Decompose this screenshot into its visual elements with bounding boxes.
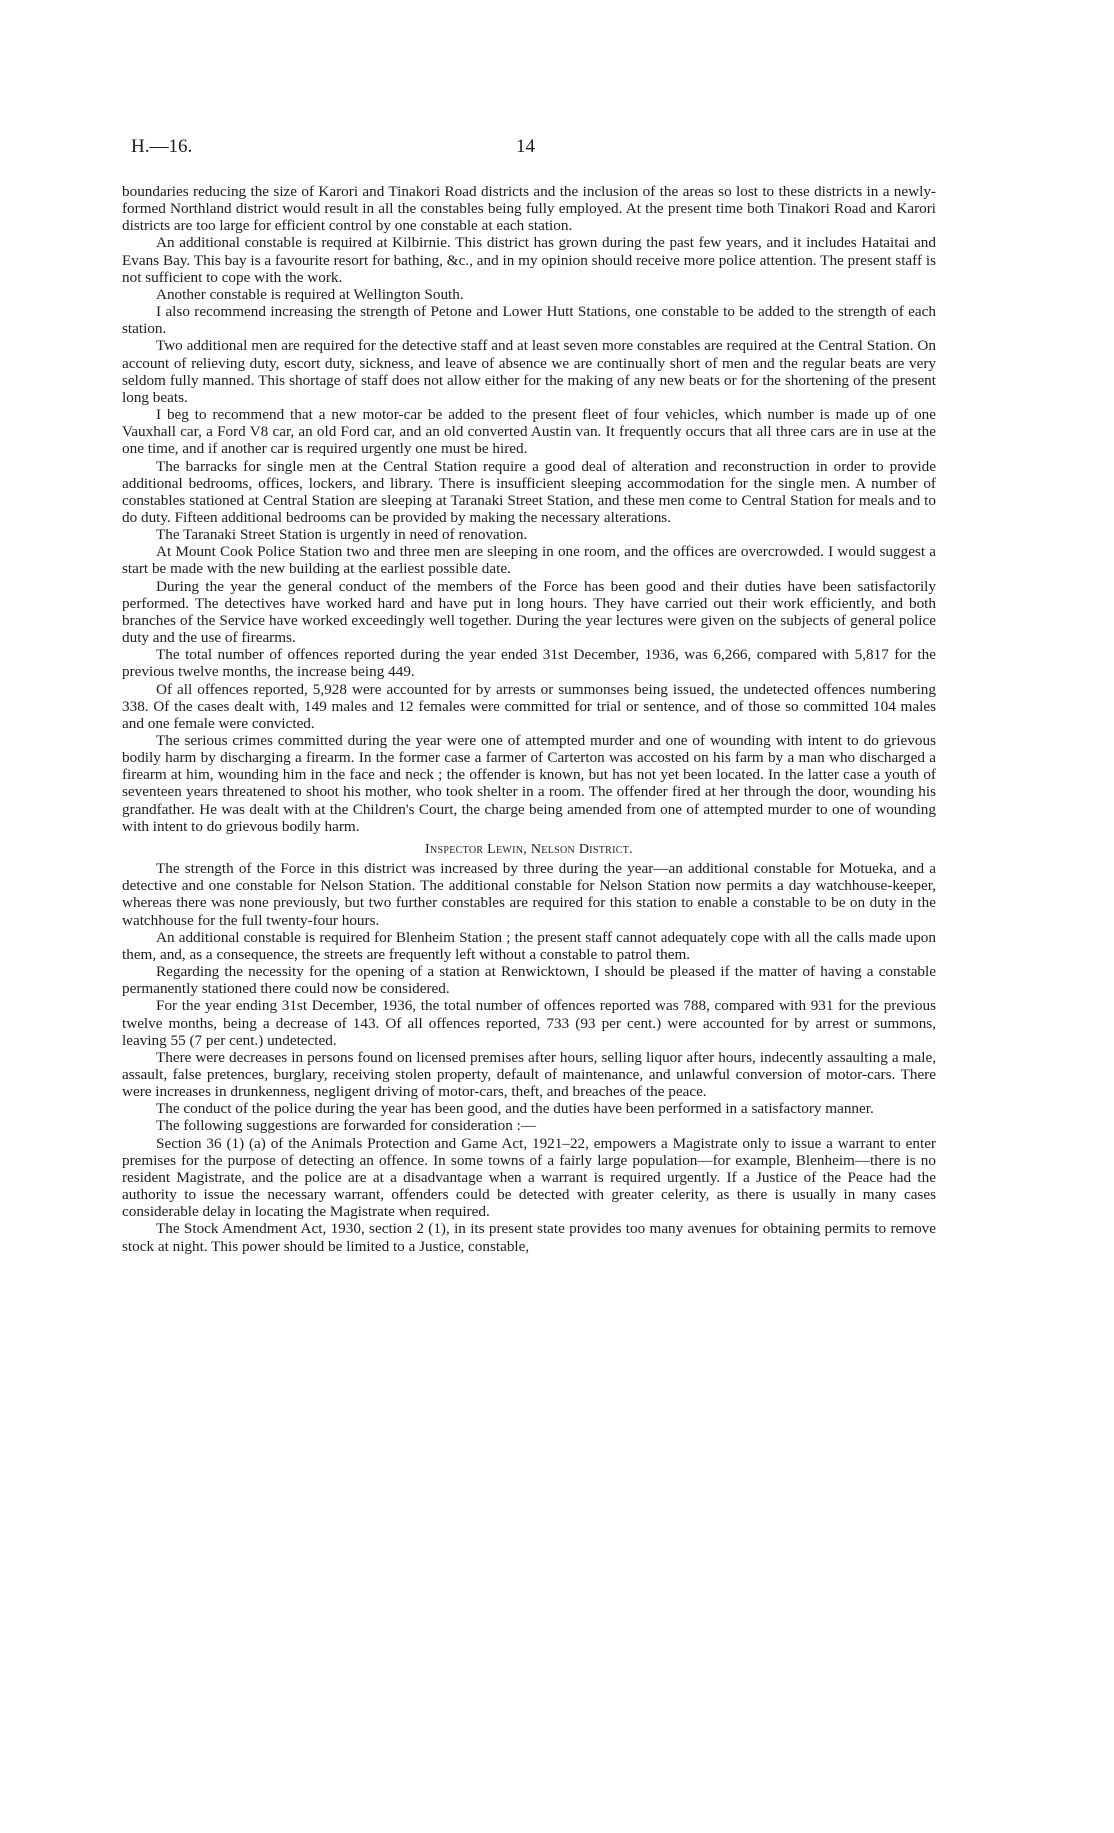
paragraph: Two additional men are required for the detective staff and at least seven more constables are required at the Central Station. On account of relieving duty, escort duty, sickness, and leave of absence we are continually short of men and the regular beats are very seldom fully manned. This shortage of staff does not allow either for the making of any new beats or for the shortening of the present long beats.	[122, 337, 936, 406]
page-number: 14	[516, 136, 535, 157]
section-heading: Inspector Lewin, Nelson District.	[425, 841, 633, 857]
document-body	[122, 183, 936, 1255]
paragraph: I beg to recommend that a new motor-car be added to the present fleet of four vehicles, which number is made up of one Vauxhall car, a Ford V8 car, an old Ford car, and an old converted Austin van. It frequently occurs that all three cars are in use at the one time, and if another car is required urgently one must be hired.	[122, 406, 936, 458]
paragraph: The Taranaki Street Station is urgently in need of renovation.	[156, 526, 528, 544]
paragraph: Regarding the necessity for the opening of a station at Renwicktown, I should be pleased if the matter of having a constable permanently stationed there could now be considered.	[122, 963, 936, 998]
paragraph: At Mount Cook Police Station two and three men are sleeping in one room, and the offices are overcrowded. I would suggest a start be made with the new building at the earliest possible date.	[122, 543, 936, 578]
paragraph: I also recommend increasing the strength of Petone and Lower Hutt Stations, one constable to be added to the strength of each station.	[122, 303, 936, 338]
paragraph: There were decreases in persons found on licensed premises after hours, selling liquor after hours, indecently assaulting a male, assault, false pretences, burglary, receiving stolen property, default of maintenance, and unlawful conversion of motor-cars. There were increases in drunkenness, negligent driving of motor-cars, theft, and breaches of the peace.	[122, 1048, 936, 1101]
paragraph: The barracks for single men at the Central Station require a good deal of alteration and reconstruction in order to provide additional bedrooms, offices, lockers, and library. There is insufficient sleeping accommodation for the single men. A number of constables stationed at Central Station are sleeping at Taranaki Street Station, and these men come to Central Station for meals and to do duty. Fifteen additional bedrooms can be provided by making the necessary alterations.	[122, 457, 936, 526]
paragraph: Another constable is required at Wellington South.	[156, 285, 464, 303]
paragraph: An additional constable is required at Kilbirnie. This district has grown during the past few years, and it includes Hataitai and Evans Bay. This bay is a favourite resort for bathing, &c., and in my opinion should receive more police attention. The present staff is not sufficient to cope with the work.	[122, 234, 936, 286]
paragraph: For the year ending 31st December, 1936, the total number of offences reported was 788, compared with 931 for the previous twelve months, being a decrease of 143. Of all offences reported, 733 (93 per cent.) were accounted for by arrest or summons, leaving 55 (7 per cent.) undetected.	[122, 997, 936, 1049]
paragraph: Section 36 (1) (a) of the Animals Protection and Game Act, 1921–22, empowers a Magistrate only to issue a warrant to enter premises for the purpose of detecting an offence. In some towns of a fairly large population—for example, Blenheim—there is no resident Magistrate, and the police are at a disadvantage when a warrant is required urgently. If a Justice of the Peace had the authority to issue the necessary warrant, offenders could be detected with greater celerity, as there is usually in many cases considerable delay in locating the Magistrate when required.	[122, 1134, 936, 1221]
document-reference: H.—16.	[131, 136, 193, 157]
paragraph: boundaries reducing the size of Karori and Tinakori Road districts and the inclusion of the areas so lost to these districts in a newly-formed Northland district would result in all the constables being fully employed. At the present time both Tinakori Road and Karori districts are too large for efficient control by one constable at each station.	[122, 183, 936, 235]
paragraph: During the year the general conduct of the members of the Force has been good and their duties have been satisfactorily performed. The detectives have worked hard and have put in long hours. They have carried out their work efficiently, and both branches of the Service have worked exceedingly well together. During the year lectures were given on the subjects of general police duty and the use of firearms.	[122, 577, 936, 647]
paragraph: The following suggestions are forwarded for consideration :—	[156, 1117, 537, 1135]
paragraph: The conduct of the police during the year has been good, and the duties have been performed in a satisfactory manner.	[156, 1100, 874, 1118]
paragraph: The serious crimes committed during the year were one of attempted murder and one of wounding with intent to do grievous bodily harm by discharging a firearm. In the former case a farmer of Carterton was accosted on his farm by a man who discharged a firearm at him, wounding him in the face and neck ; the offender is known, but has not yet been located. In the latter case a youth of seventeen years threatened to shoot his mother, who took shelter in a room. The offender fired at her through the door, wounding his grandfather. He was dealt with at the Children's Court, the charge being amended from one of attempted murder to one of wounding with intent to do grievous bodily harm.	[122, 732, 936, 835]
page-header	[131, 136, 941, 158]
paragraph: The strength of the Force in this district was increased by three during the year—an additional constable for Motueka, and a detective and one constable for Nelson Station. The additional constable for Nelson Station now permits a day watchhouse-keeper, whereas there was none previously, but two further constables are required for this station to enable a constable to be on duty in the watchhouse for the full twenty-four hours.	[122, 860, 936, 929]
paragraph: Of all offences reported, 5,928 were accounted for by arrests or summonses being issued, the undetected offences numbering 338. Of the cases dealt with, 149 males and 12 females were committed for trial or sentence, and of those so committed 104 males and one female were convicted.	[122, 680, 936, 732]
paragraph: The Stock Amendment Act, 1930, section 2 (1), in its present state provides too many avenues for obtaining permits to remove stock at night. This power should be limited to a Justice, constable,	[122, 1220, 936, 1255]
paragraph: The total number of offences reported during the year ended 31st December, 1936, was 6,266, compared with 5,817 for the previous twelve months, the increase being 449.	[122, 646, 936, 681]
paragraph: An additional constable is required for Blenheim Station ; the present staff cannot adequately cope with all the calls made upon them, and, as a consequence, the streets are frequently left without a constable to patrol them.	[122, 928, 936, 963]
